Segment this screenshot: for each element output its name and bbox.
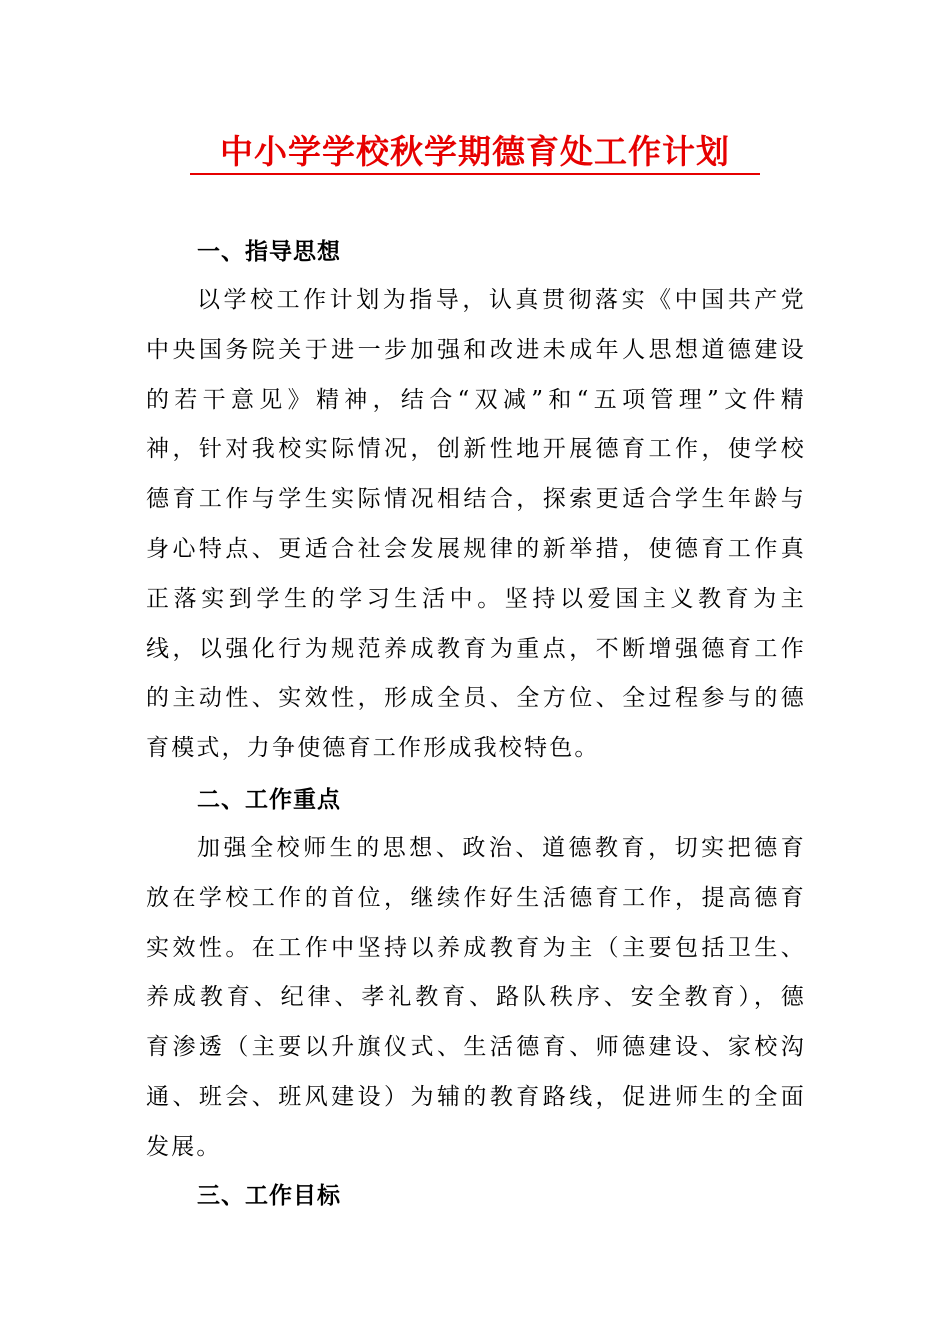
paragraph-line: 加强全校师生的思想、政治、道德教育，切实把德育: [197, 835, 806, 861]
paragraph-line: 德育工作与学生实际情况相结合，探索更适合学生年龄与: [146, 486, 806, 513]
paragraph-line: 的主动性、实效性，形成全员、全方位、全过程参与的德: [146, 685, 806, 712]
paragraph-line: 育渗透（主要以升旗仪式、生活德育、师德建设、家校沟: [146, 1034, 806, 1061]
paragraph-line: 养成教育、纪律、孝礼教育、路队秩序、安全教育），德: [146, 984, 806, 1011]
paragraph-line: 中央国务院关于进一步加强和改进未成年人思想道德建设: [146, 336, 806, 363]
section-heading-guiding-ideology: 一、指导思想: [197, 239, 341, 265]
paragraph-work-focus: [146, 824, 806, 1173]
paragraph-line: 正落实到学生的学习生活中。坚持以爱国主义教育为主: [146, 585, 806, 612]
title-text: 中小学学校秋学期德育处工作计划: [190, 132, 760, 175]
paragraph-line: 育模式，力争使德育工作形成我校特色。: [146, 735, 600, 762]
section-heading-work-focus: 二、工作重点: [197, 787, 341, 813]
paragraph-line: 以学校工作计划为指导，认真贯彻落实《中国共产党: [197, 287, 806, 313]
paragraph-line: 放在学校工作的首位，继续作好生活德育工作，提高德育: [146, 884, 806, 911]
paragraph-line: 线，以强化行为规范养成教育为重点，不断增强德育工作: [146, 635, 806, 662]
paragraph-line: 通、班会、班风建设）为辅的教育路线，促进师生的全面: [146, 1083, 806, 1110]
paragraph-line: 发展。: [146, 1133, 222, 1160]
section-heading-work-goals: 三、工作目标: [197, 1183, 341, 1209]
paragraph-line: 身心特点、更适合社会发展规律的新举措，使德育工作真: [146, 535, 806, 562]
paragraph-line: 神，针对我校实际情况，创新性地开展德育工作，使学校: [146, 436, 806, 463]
paragraph-line: 实效性。在工作中坚持以养成教育为主（主要包括卫生、: [146, 934, 806, 961]
paragraph-line: 的若干意见》精神，结合“双减”和“五项管理”文件精: [146, 386, 806, 413]
document-title: [0, 128, 950, 176]
paragraph-guiding-ideology: [146, 276, 806, 774]
